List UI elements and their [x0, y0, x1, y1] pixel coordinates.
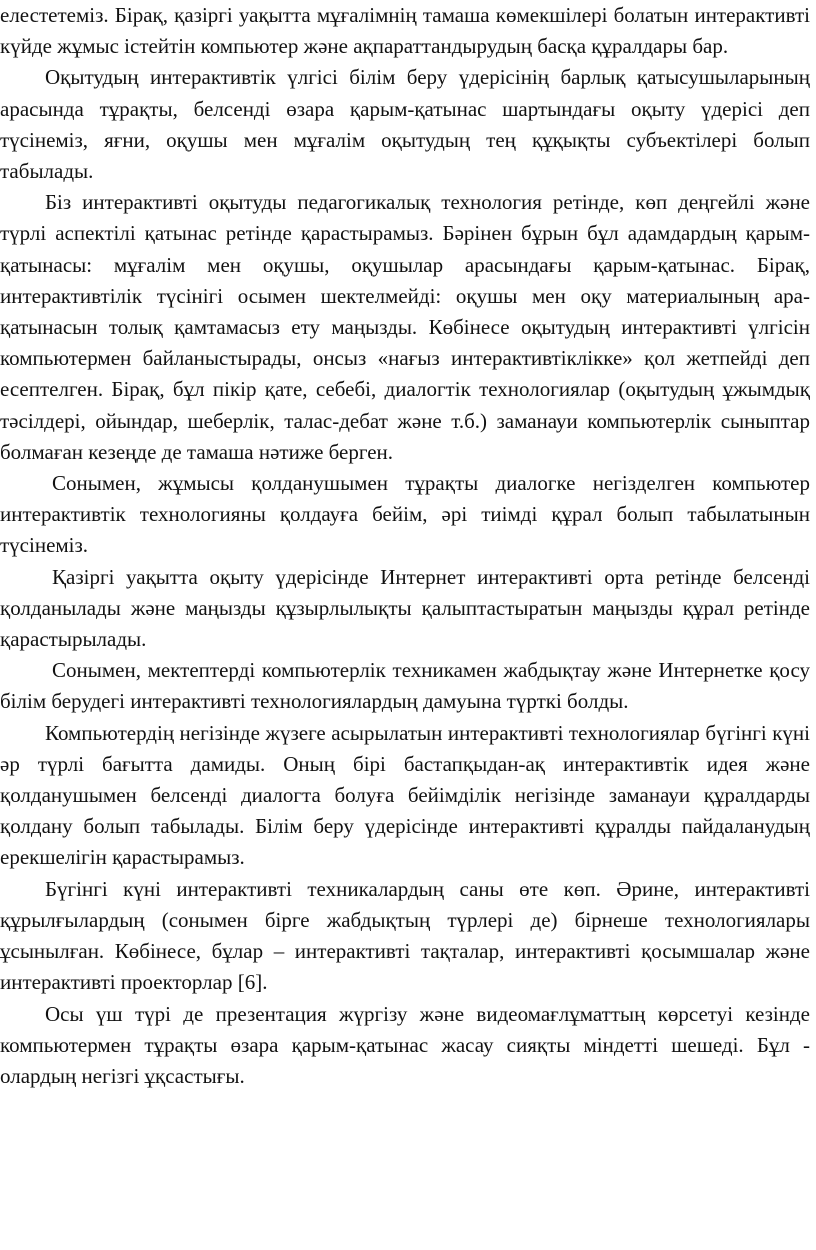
paragraph-2: Оқытудың интерактивтік үлгісі білім беру үдерісінің барлық қатысушыларының арасында тұрақты, белсенді өзара қарым-қатынас шартындағы оқыту үдерісі деп түсінеміз, яғни, оқушы мен мұғалім оқытудың тең құқықты субъектілері болып табылады.: [0, 65, 810, 184]
paragraph-4: Сонымен, жұмысы қолданушымен тұрақты диалогке негізделген компьютер интерактивтік технологияны қолдауға бейім, әрі тиімді құрал болып табылатынын түсінеміз.: [0, 471, 810, 558]
paragraph-6: Сонымен, мектептерді компьютерлік техникамен жабдықтау және Интернетке қосу білім берудегі интерактивті технологиялардың дамуына түрткі болды.: [0, 658, 810, 714]
paragraph-9: Осы үш түрі де презентация жүргізу және видеомағлұматтың көрсетуі кезінде компьютермен тұрақты өзара қарым-қатынас жасау сияқты міндетті шешеді. Бұл - олардың негізгі ұқсастығы.: [0, 1001, 810, 1088]
paragraph-7: Компьютердің негізінде жүзеге асырылатын интерактивті технологиялар бүгінгі күні әр түрлі бағытта дамиды. Оның бірі бастапқыдан-ақ интерактивтік идея және қолданушымен белсенді диалогта болуға бейімділік негізінде заманауи құралдарды қолдану болып табылады. Білім беру үдерісінде интерактивті құралды пайдаланудың ерекшелігін қарастырамыз.: [0, 720, 810, 870]
paragraph-8: Бүгінгі күні интерактивті техникалардың саны өте көп. Әрине, интерактивті құрылғылардың (сонымен бірге жабдықтың түрлері де) бірнеше технологиялары ұсынылған. Көбінесе, бұлар – интерактивті тақталар, интерактивті қосымшалар және интерактивті проекторлар [6].: [0, 876, 810, 995]
paragraph-5: Қазіргі уақытта оқыту үдерісінде Интернет интерактивті орта ретінде белсенді қолданылады және маңызды құзырлылықты қалыптастыратын маңызды құрал ретінде қарастырылады.: [0, 564, 810, 652]
paragraph-3: Біз интерактивті оқытуды педагогикалық технология ретінде, көп деңгейлі және түрлі аспектілі қатынас ретінде қарастырамыз. Бәрінен бұрын бұл адамдардың қарым-қатынасы: мұғалім мен оқушы, оқушылар арасындағы қарым-қатынас. Бірақ, интерактивтілік түсінігі осымен шектелмейді: оқушы мен оқу материалының ара-қатынасын толық қамтамасыз ету маңызды. Көбінесе оқытудың интерактивті үлгісін компьютермен байланыстырады, онсыз «нағыз интерактивтіклікке» қол жетпейді деп есептелген. Бірақ, бұл пікір қате, себебі, диалогтік технологиялар (оқытудың ұжымдық тәсілдері, ойындар, шеберлік, талас-дебат және т.б.) заманауи компьютерлік сыныптар болмаған кезеңде де тамаша нәтиже берген.: [0, 190, 810, 464]
paragraph-1: елестетеміз. Бірақ, қазіргі уақытта мұғалімнің тамаша көмекшілері болатын интерактивті күйде жұмыс істейтін компьютер және ақпараттандырудың басқа құралдары бар.: [0, 3, 810, 59]
